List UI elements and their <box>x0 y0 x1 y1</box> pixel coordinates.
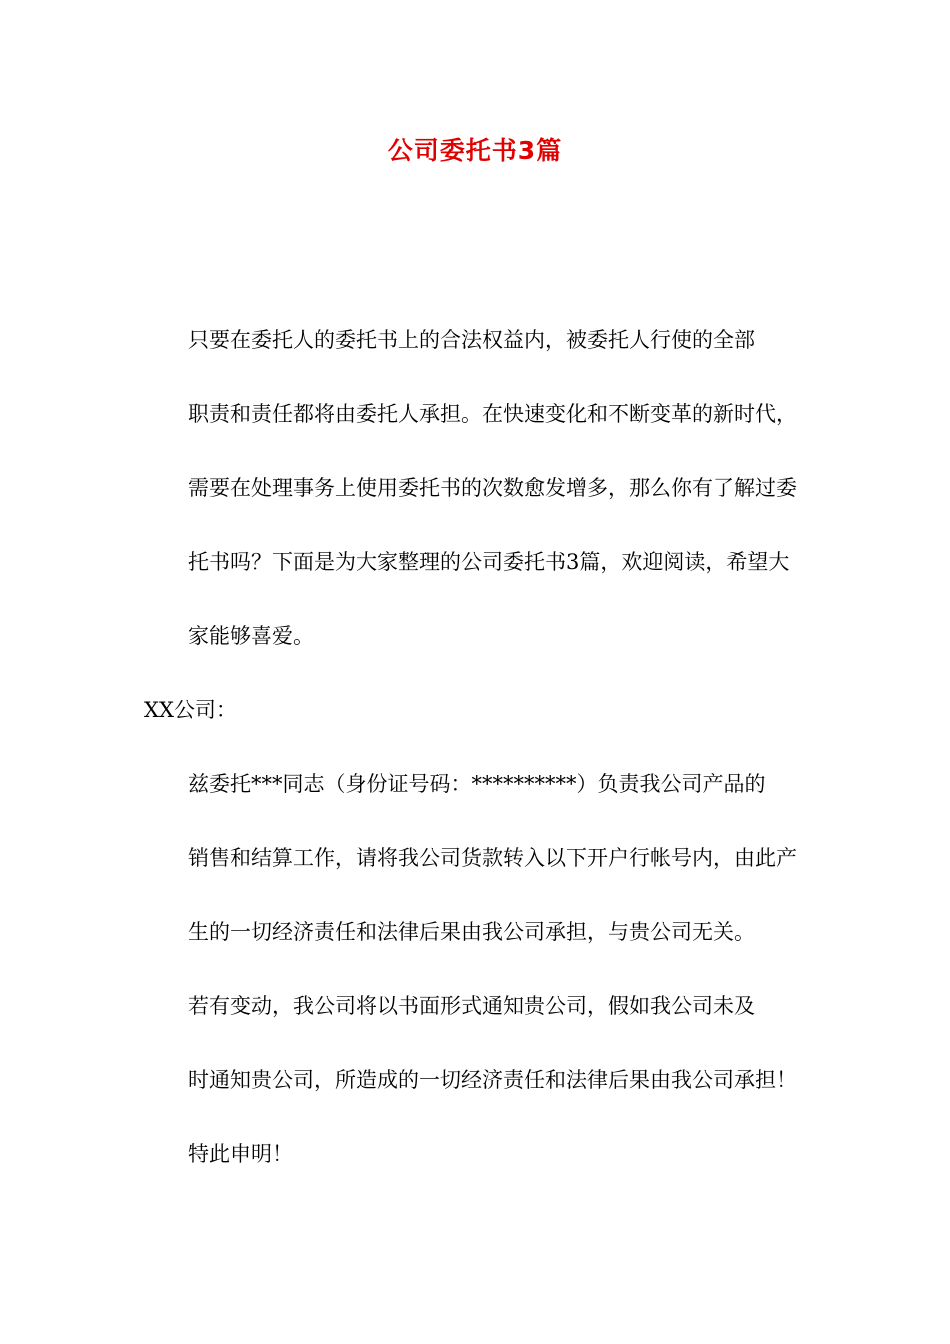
paragraph-changes <box>144 988 808 1099</box>
paragraph-line: 兹委托***同志（身份证号码：**********）负责我公司产品的 <box>188 772 766 796</box>
paragraph-line: 生的一切经济责任和法律后果由我公司承担，与贵公司无关。 <box>188 920 755 944</box>
paragraph-line: 托书吗？下面是为大家整理的公司委托书3篇，欢迎阅读，希望大 <box>188 550 790 574</box>
paragraph-line: 销售和结算工作，请将我公司货款转入以下开户行帐号内，由此产 <box>188 846 797 870</box>
paragraph-line: 只要在委托人的委托书上的合法权益内，被委托人行使的全部 <box>188 328 755 352</box>
paragraph-entrust <box>144 766 808 951</box>
paragraph-line: 需要在处理事务上使用委托书的次数愈发增多，那么你有了解过委 <box>188 476 797 500</box>
paragraph-line: 职责和责任都将由委托人承担。在快速变化和不断变革的新时代， <box>188 402 797 426</box>
paragraph-intro <box>144 322 808 655</box>
paragraph-line: 家能够喜爱。 <box>188 624 314 648</box>
paragraph-line: 时通知贵公司，所造成的一切经济责任和法律后果由我公司承担！ <box>188 1068 797 1092</box>
paragraph-line: 特此申明！ <box>188 1142 293 1166</box>
paragraph-line: XX公司： <box>144 698 237 722</box>
paragraph-salutation <box>144 692 808 729</box>
paragraph-declaration <box>144 1136 808 1173</box>
document-title: 公司委托书3篇 <box>387 136 563 165</box>
document-body <box>144 322 808 1210</box>
paragraph-line: 若有变动，我公司将以书面形式通知贵公司，假如我公司未及 <box>188 994 755 1018</box>
